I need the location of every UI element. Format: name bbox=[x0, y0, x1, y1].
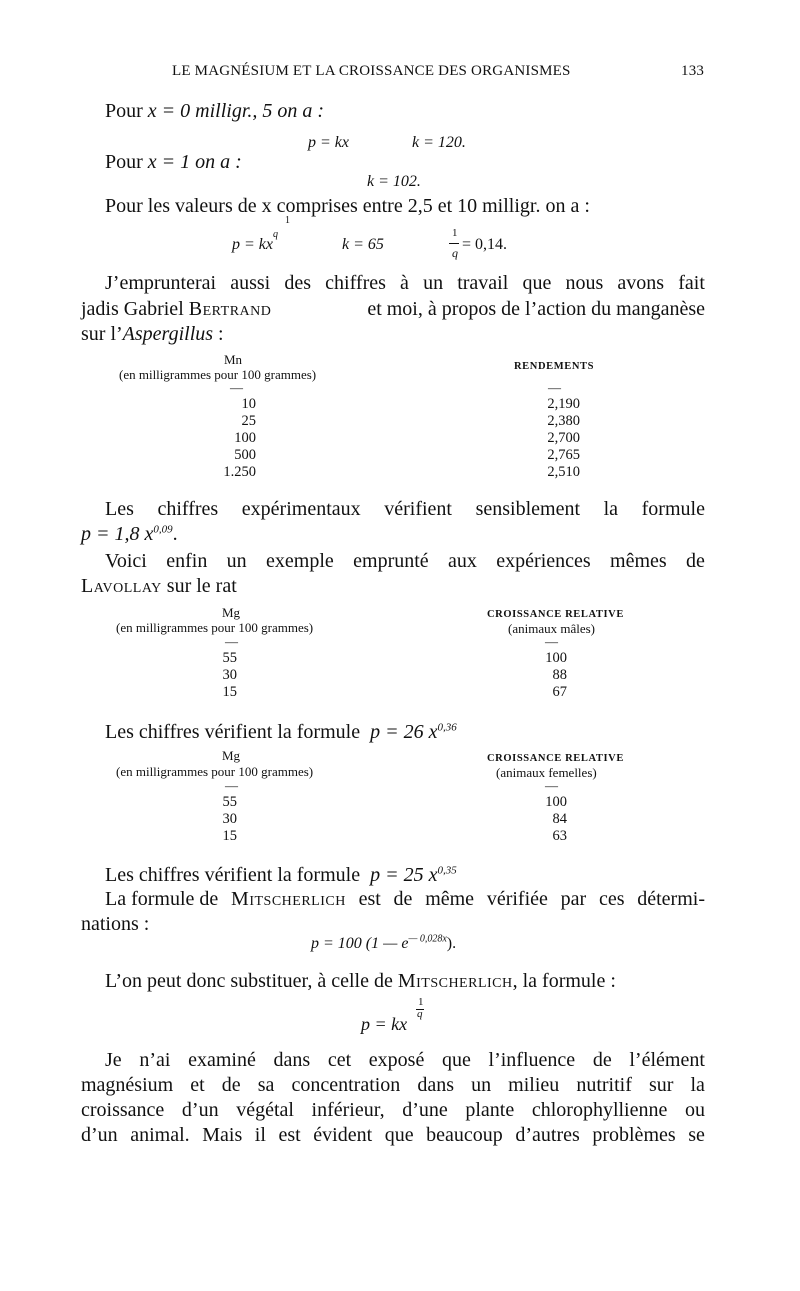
table-cell: 63 bbox=[552, 828, 567, 844]
word: cet bbox=[327, 1049, 352, 1071]
eq3-q-den: q bbox=[452, 246, 458, 260]
para2-line2: p = 1,8 $x^{0,09}$. bbox=[81, 523, 178, 545]
table2-col2-subtitle: (animaux mâles) bbox=[508, 621, 595, 636]
equation-p-kx-power: $p = kx^q$ bbox=[232, 228, 278, 253]
formula-intro-line2: Pour x = 1 on a : bbox=[105, 151, 242, 173]
word: exposé bbox=[368, 1049, 425, 1071]
word: de bbox=[592, 1049, 612, 1071]
table-cell: 55 bbox=[222, 650, 237, 666]
word: de bbox=[393, 888, 413, 910]
table3-col2-title: CROISSANCE RELATIVE bbox=[487, 753, 624, 764]
table1-col1-values bbox=[196, 396, 256, 481]
word: est bbox=[358, 888, 381, 910]
word: Voici bbox=[105, 550, 147, 572]
word: par bbox=[560, 888, 587, 910]
table-cell: 30 bbox=[222, 667, 237, 683]
table-cell: 2,190 bbox=[547, 396, 580, 412]
word: de bbox=[221, 1074, 241, 1096]
word: examiné bbox=[188, 1049, 256, 1071]
table-cell: 1.250 bbox=[223, 464, 256, 480]
word: Mais bbox=[202, 1124, 243, 1146]
word: l’influence bbox=[488, 1049, 576, 1071]
para1-line2: jadis Gabriel Bertrand et moi, à propos de l’action du manganèse bbox=[81, 298, 705, 320]
word: chiffres bbox=[157, 498, 219, 520]
formula-intro-line1: Pour x = 0 milligr., 5 on a : bbox=[105, 100, 325, 122]
table-cell: 88 bbox=[552, 667, 567, 683]
final-exp-num: 1 bbox=[418, 996, 424, 1008]
word: vérifiée bbox=[486, 888, 548, 910]
para3-line2: Lavollay sur le rat bbox=[81, 575, 237, 597]
table1-col2-title: RENDEMENTS bbox=[514, 361, 595, 372]
word: des bbox=[284, 272, 312, 294]
table3-col2-dash: — bbox=[545, 778, 558, 793]
word: sa bbox=[257, 1074, 275, 1096]
word: ou bbox=[684, 1099, 705, 1121]
para6-line2 bbox=[81, 1073, 705, 1097]
table-cell: 55 bbox=[222, 794, 237, 810]
word: exemple bbox=[266, 550, 334, 572]
table2-col2-values bbox=[503, 650, 567, 701]
word: expérimentaux bbox=[241, 498, 361, 520]
table-cell: 100 bbox=[234, 430, 256, 446]
table-cell: 67 bbox=[552, 684, 567, 700]
para6-line4 bbox=[81, 1123, 705, 1147]
verification-formula-1: Les chiffres vérifient la formule p = 26 $x^{0,36}$ bbox=[105, 721, 457, 743]
word: que bbox=[441, 1049, 471, 1071]
word: un bbox=[226, 550, 247, 572]
equation-k-102: k = 102. bbox=[367, 173, 421, 190]
table1-col1-dash: — bbox=[230, 380, 243, 395]
word: expériences bbox=[496, 550, 591, 572]
equation-k-65: k = 65 bbox=[342, 236, 384, 253]
word: formule bbox=[641, 498, 705, 520]
word: d’un bbox=[181, 1099, 219, 1121]
word: nous bbox=[565, 272, 604, 294]
word: aussi bbox=[230, 272, 271, 294]
word: la bbox=[603, 498, 619, 520]
para6-line3 bbox=[81, 1098, 705, 1122]
word: à bbox=[400, 272, 409, 294]
para2-line1 bbox=[105, 497, 705, 521]
para3-line1 bbox=[105, 549, 705, 573]
table2-col1-title: Mg bbox=[222, 605, 241, 620]
table-cell: 30 bbox=[222, 811, 237, 827]
verification-formula-2: Les chiffres vérifient la formule p = 25 $x^{0,35}$ bbox=[105, 864, 457, 886]
table-cell: 15 bbox=[222, 828, 237, 844]
table-cell: 2,380 bbox=[547, 413, 580, 429]
para6-line1 bbox=[105, 1048, 705, 1072]
formula-final: p = kx bbox=[361, 1014, 408, 1034]
para5: L’on peut donc substituer, à celle de Mitscherlich, la formule : bbox=[105, 970, 616, 992]
word: il bbox=[254, 1124, 266, 1146]
word: d’une bbox=[402, 1099, 448, 1121]
word: plante bbox=[465, 1099, 515, 1121]
word: même bbox=[425, 888, 475, 910]
word: que bbox=[522, 272, 552, 294]
table-cell: 2,510 bbox=[547, 464, 580, 480]
table2-col2-title: CROISSANCE RELATIVE bbox=[487, 609, 624, 620]
table1-col2-dash: — bbox=[548, 380, 561, 395]
word: évident bbox=[313, 1124, 373, 1146]
word: concentration bbox=[291, 1074, 401, 1096]
word: animal. bbox=[130, 1124, 190, 1146]
table1-col1-title: Mn bbox=[224, 352, 243, 367]
word: dans bbox=[273, 1049, 311, 1071]
formula-mitscherlich: p = 100 (1 — $e^{— 0,028x}$). bbox=[311, 933, 457, 952]
word: détermi- bbox=[637, 888, 705, 910]
word: magnésium bbox=[81, 1074, 174, 1096]
word: milieu bbox=[508, 1074, 560, 1096]
fraction-bar bbox=[449, 243, 459, 244]
table2-col2-dash: — bbox=[545, 634, 558, 649]
eq3-q-num: 1 bbox=[452, 227, 458, 239]
para4-line1: La formule de Mitscherlich est de même vérifiée par ces détermi- bbox=[105, 888, 705, 910]
word: aux bbox=[448, 550, 477, 572]
word: n’ai bbox=[139, 1049, 171, 1071]
word: et bbox=[190, 1074, 205, 1096]
word: est bbox=[278, 1124, 301, 1146]
word: J’emprunterai bbox=[105, 272, 217, 294]
word: de bbox=[686, 550, 705, 572]
table-cell: 2,700 bbox=[547, 430, 580, 446]
table-cell: 100 bbox=[545, 650, 567, 666]
word: chiffres bbox=[325, 272, 386, 294]
table3-col2-subtitle: (animaux femelles) bbox=[496, 765, 597, 780]
word: nutritif bbox=[576, 1074, 632, 1096]
table1-col1-subtitle: (en milligrammes pour 100 grammes) bbox=[119, 367, 317, 382]
word: mêmes bbox=[610, 550, 667, 572]
running-header: LE MAGNÉSIUM ET LA CROISSANCE DES ORGANISMES bbox=[172, 63, 571, 79]
table-cell: 2,765 bbox=[547, 447, 580, 463]
word: beaucoup bbox=[426, 1124, 503, 1146]
word: sur bbox=[648, 1074, 674, 1096]
table3-col1-values bbox=[170, 794, 237, 845]
eq3-exp-num: 1 bbox=[285, 215, 290, 226]
word: ces bbox=[598, 888, 625, 910]
word: un bbox=[423, 272, 444, 294]
equation-p-kx: p = kx bbox=[308, 134, 349, 151]
table-cell: 15 bbox=[222, 684, 237, 700]
word: dans bbox=[417, 1074, 455, 1096]
word: fait bbox=[678, 272, 705, 294]
equation-q-value: = 0,14. bbox=[462, 236, 508, 253]
word: croissance bbox=[81, 1099, 165, 1121]
table3-col1-dash: — bbox=[225, 778, 238, 793]
word: Je bbox=[105, 1049, 122, 1071]
para4-line2: nations : bbox=[81, 913, 150, 935]
table-cell: 84 bbox=[552, 811, 567, 827]
final-exp-den: q bbox=[417, 1008, 423, 1020]
word: se bbox=[688, 1124, 705, 1146]
word: inférieur, bbox=[311, 1099, 385, 1121]
table3-col2-values bbox=[503, 794, 567, 845]
table-cell: 10 bbox=[241, 396, 256, 412]
table-cell: 25 bbox=[241, 413, 256, 429]
word: enfin bbox=[166, 550, 208, 572]
word: problèmes bbox=[592, 1124, 676, 1146]
table3-col1-title: Mg bbox=[222, 748, 241, 763]
word: Les bbox=[105, 498, 134, 520]
table-cell: 100 bbox=[545, 794, 567, 810]
word: avons bbox=[617, 272, 665, 294]
word: d’autres bbox=[515, 1124, 580, 1146]
word: l’élément bbox=[629, 1049, 705, 1071]
word: emprunté bbox=[353, 550, 429, 572]
word: sensiblement bbox=[475, 498, 581, 520]
word: vérifient bbox=[384, 498, 452, 520]
formula-intro-line3: Pour les valeurs de x comprises entre 2,5 et 10 milligr. on a : bbox=[105, 195, 590, 217]
table2-col1-dash: — bbox=[225, 634, 238, 649]
word: que bbox=[384, 1124, 414, 1146]
word: chlorophyllienne bbox=[531, 1099, 668, 1121]
table3-col1-subtitle: (en milligrammes pour 100 grammes) bbox=[116, 764, 314, 779]
word: végétal bbox=[236, 1099, 294, 1121]
table-cell: 500 bbox=[234, 447, 256, 463]
table2-col1-values bbox=[170, 650, 237, 701]
word: la bbox=[690, 1074, 705, 1096]
equation-k-120: k = 120. bbox=[412, 134, 466, 151]
table2-col1-subtitle: (en milligrammes pour 100 grammes) bbox=[116, 620, 314, 635]
word: travail bbox=[457, 272, 509, 294]
table1-col2-values bbox=[520, 396, 580, 481]
word: d’un bbox=[81, 1124, 118, 1146]
para1-line3: sur l’Aspergillus : bbox=[81, 323, 224, 345]
page-number: 133 bbox=[681, 63, 705, 79]
word: un bbox=[471, 1074, 492, 1096]
para1-line1 bbox=[105, 271, 705, 295]
